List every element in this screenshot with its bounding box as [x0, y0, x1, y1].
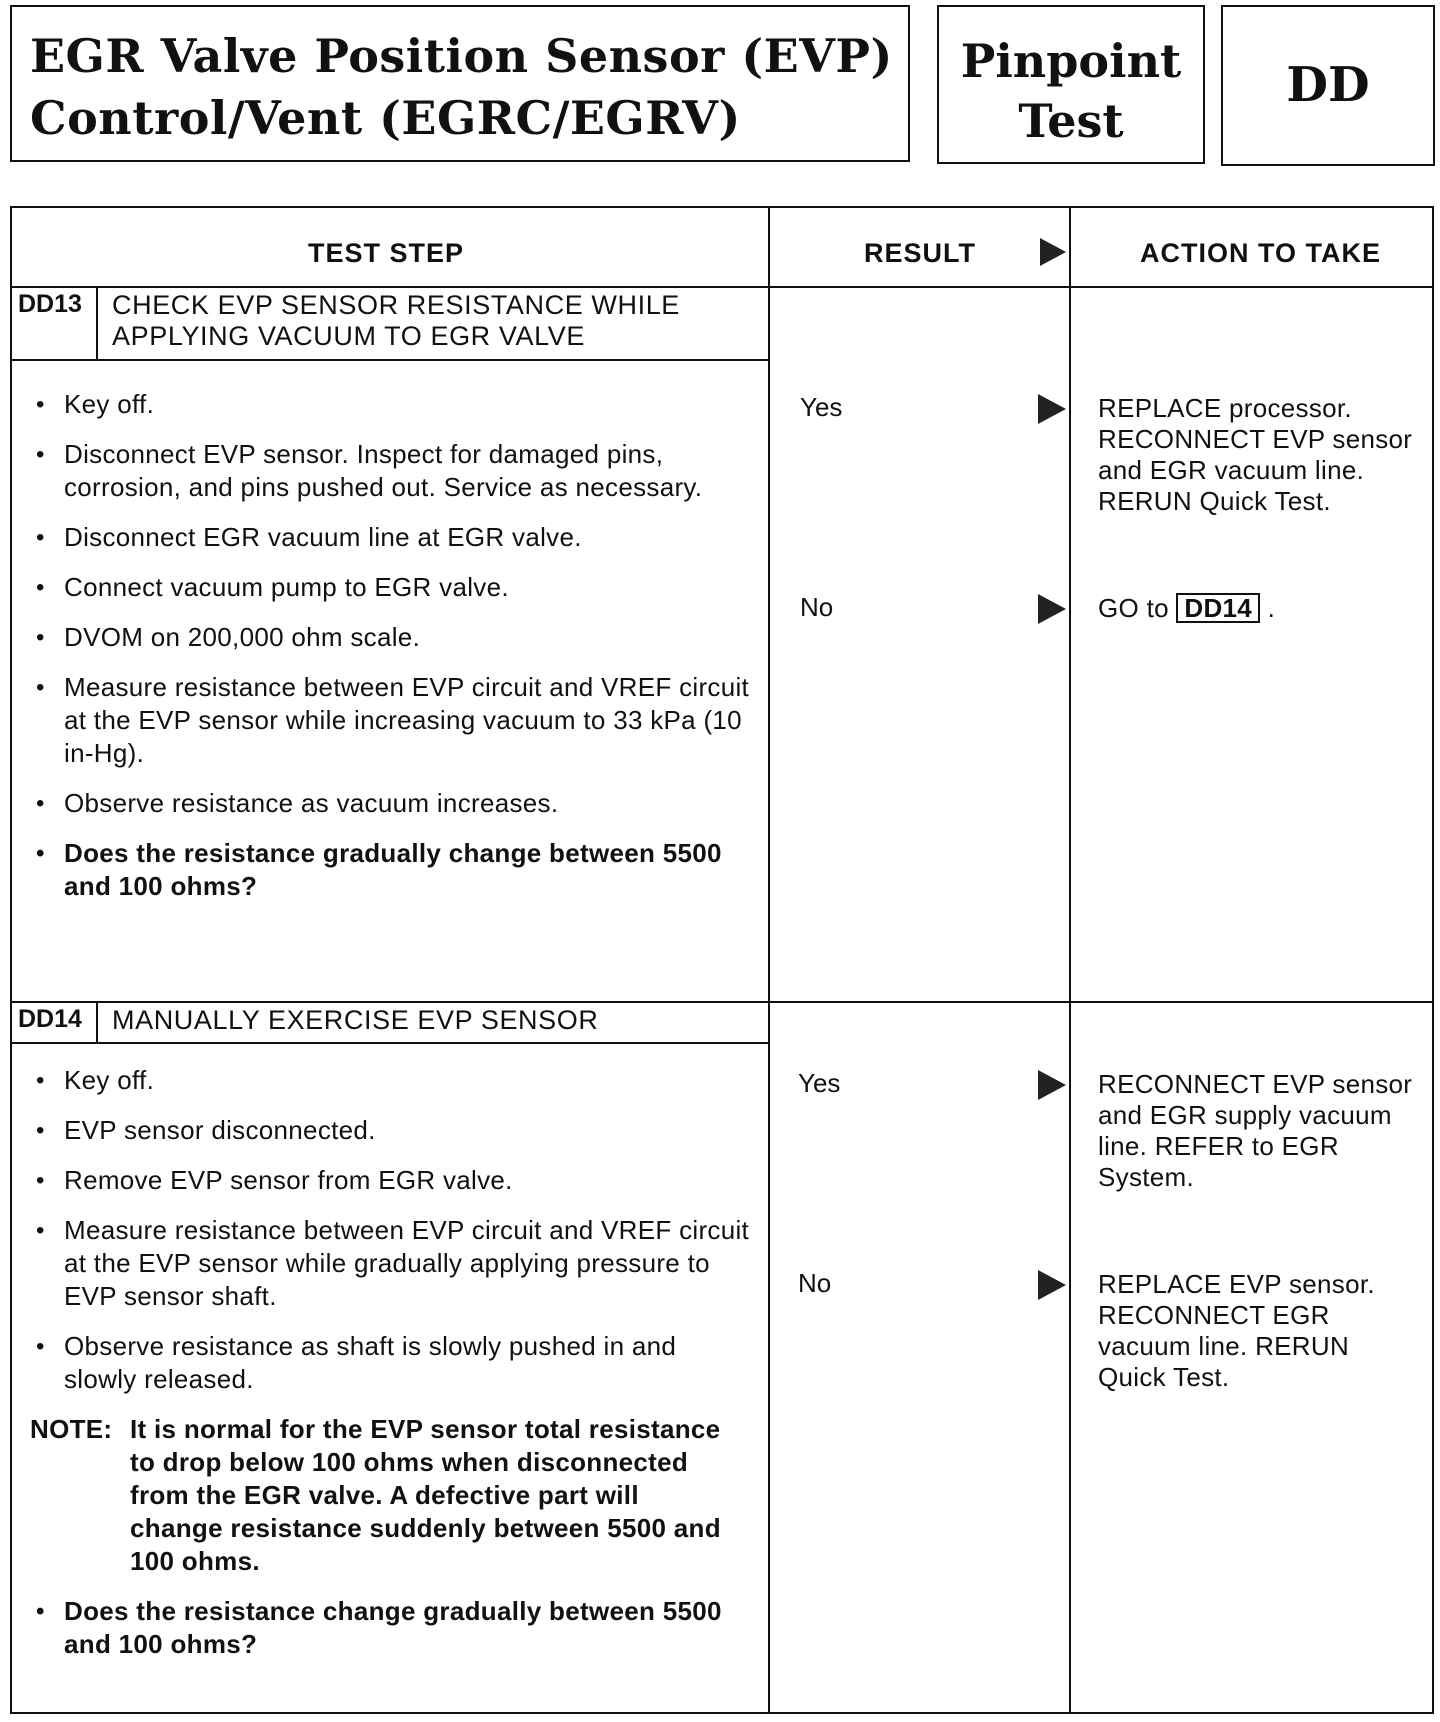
step-question-dd14: • Does the resistance change gradually between 5500 and 100 ohms?: [30, 1595, 750, 1661]
header-result: RESULT: [864, 238, 976, 268]
list-item: • Remove EVP sensor from EGR valve.: [30, 1164, 750, 1197]
column-divider-action: [1069, 208, 1071, 1712]
title-box: [10, 5, 910, 162]
result-arrow-icon: [1038, 594, 1066, 624]
pinpoint-test-box: [937, 5, 1205, 164]
step-question-dd13: • Does the resistance gradually change between 5500 and 100 ohms?: [30, 837, 750, 903]
step-bullets-dd14: [30, 1064, 750, 1678]
step-note-dd14: [30, 1413, 750, 1578]
header-test-step: TEST STEP: [308, 238, 465, 268]
list-item: • EVP sensor disconnected.: [30, 1114, 750, 1147]
step-header-dd14: [12, 1001, 768, 1044]
test-code-box: [1221, 5, 1435, 166]
list-item: • Key off.: [30, 1064, 750, 1097]
result-arrow-icon: [1038, 1070, 1066, 1100]
list-item: • Disconnect EVP sensor. Inspect for damaged pins, corrosion, and pins pushed out. Service as necessary.: [30, 438, 750, 504]
pinpoint-test-table: [10, 206, 1434, 1714]
step-header-dd13: [12, 286, 768, 361]
action-goto-suffix: .: [1267, 593, 1276, 623]
test-code: DD: [1286, 57, 1370, 113]
result-arrow-icon: [1038, 394, 1066, 424]
note-label: NOTE:: [30, 1414, 113, 1444]
step-bullets-dd13: [30, 388, 750, 920]
list-item: • Measure resistance between EVP circuit and VREF circuit at the EVP sensor while gradually applying pressure to EVP sensor shaft.: [30, 1214, 750, 1313]
step-id-dd13: DD13: [12, 286, 98, 359]
list-item: • Observe resistance as vacuum increases.: [30, 787, 750, 820]
pinpoint-line1: Pinpoint: [960, 34, 1182, 88]
result-no-dd14: No: [798, 1268, 832, 1298]
action-yes-dd14: RECONNECT EVP sensor and EGR supply vacuum line. REFER to EGR System.: [1098, 1069, 1413, 1192]
column-divider-result: [768, 208, 770, 1712]
action-yes-dd13: REPLACE processor. RECONNECT EVP sensor and EGR vacuum line. RERUN Quick Test.: [1098, 393, 1413, 516]
note-text: It is normal for the EVP sensor total resistance to drop below 100 ohms when disconnected from the EGR valve. A defective part will change resistance suddenly between 5500 and 100 ohms.: [130, 1414, 721, 1576]
list-item: • Key off.: [30, 388, 750, 421]
header-action: ACTION TO TAKE: [1140, 238, 1381, 268]
list-item: • DVOM on 200,000 ohm scale.: [30, 621, 750, 654]
action-goto-label: GO to: [1098, 593, 1169, 623]
result-no-dd13: No: [800, 592, 834, 622]
header-arrow-icon: [1040, 238, 1066, 266]
list-item: • Connect vacuum pump to EGR valve.: [30, 571, 750, 604]
action-no-dd13: [1098, 593, 1418, 624]
list-item: • Observe resistance as shaft is slowly pushed in and slowly released.: [30, 1330, 750, 1396]
step-id-dd14: DD14: [12, 1001, 98, 1042]
step-ref-dd14[interactable]: DD14: [1176, 593, 1260, 623]
step-title-dd14: MANUALLY EXERCISE EVP SENSOR: [112, 1005, 599, 1035]
result-yes-dd13: Yes: [800, 392, 843, 422]
page-title-line2: Control/Vent (EGRC/EGRV): [30, 91, 741, 145]
action-no-dd14: REPLACE EVP sensor. RECONNECT EGR vacuum line. RERUN Quick Test.: [1098, 1269, 1375, 1392]
result-yes-dd14: Yes: [798, 1068, 841, 1098]
page-title: [30, 25, 893, 149]
pinpoint-line2: Test: [1018, 94, 1124, 148]
list-item: • Measure resistance between EVP circuit and VREF circuit at the EVP sensor while increasing vacuum to 33 kPa (10 in-Hg).: [30, 671, 750, 770]
pinpoint-test-label: [939, 31, 1203, 151]
list-item: • Disconnect EGR vacuum line at EGR valve.: [30, 521, 750, 554]
step-title-dd13: CHECK EVP SENSOR RESISTANCE WHILE APPLYING VACUUM TO EGR VALVE: [112, 290, 680, 351]
result-arrow-icon: [1038, 1270, 1066, 1300]
page-title-line1: EGR Valve Position Sensor (EVP): [30, 29, 893, 83]
